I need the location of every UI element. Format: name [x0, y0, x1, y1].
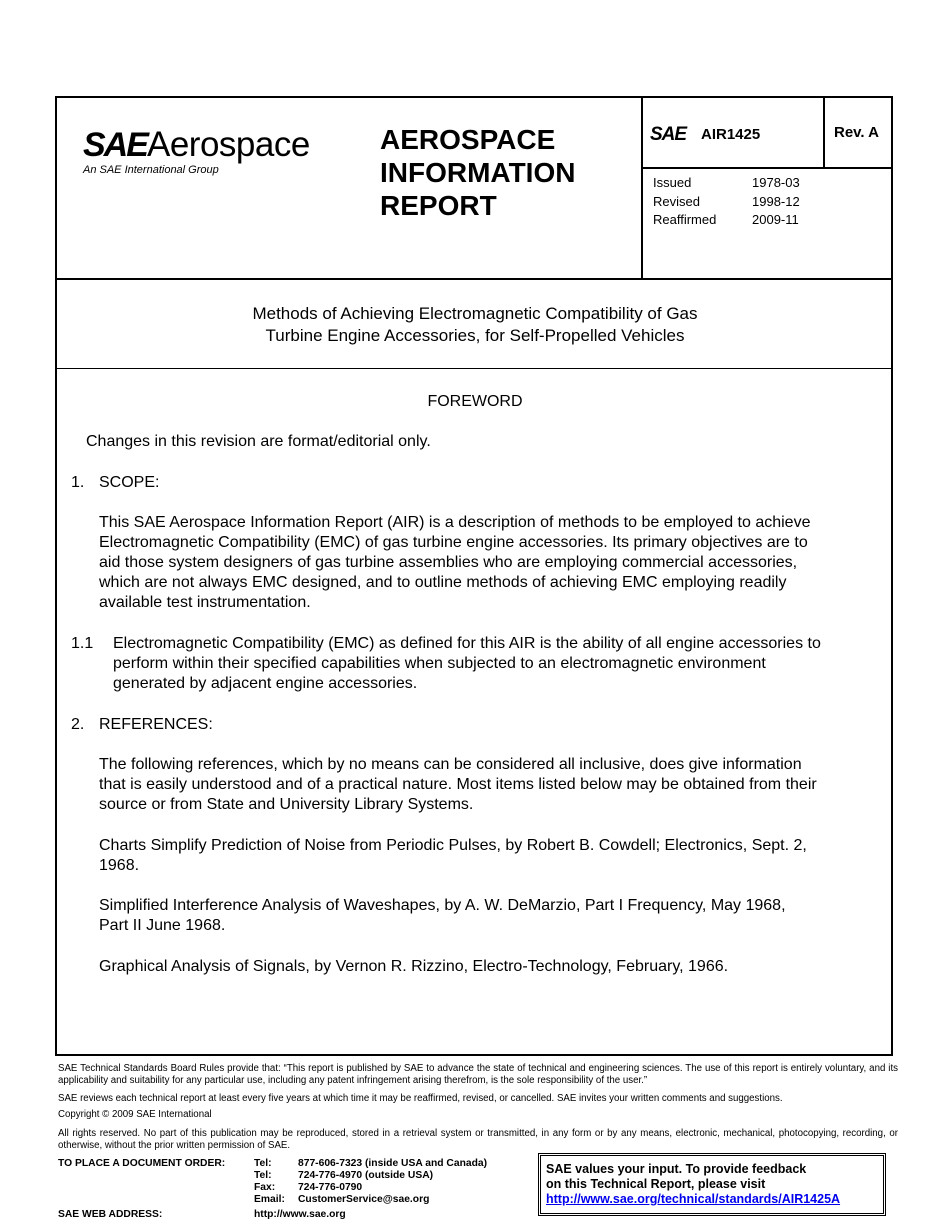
paragraph-line: which are not always EMC designed, and to outline methods of achieving EMC employing readily: [99, 574, 787, 591]
emc-definition-paragraph: [113, 634, 873, 694]
copyright-notice: Copyright © 2009 SAE International: [58, 1109, 212, 1120]
sae-aerospace-logo: [83, 126, 328, 186]
tsb-rules-notice: SAE Technical Standards Board Rules provide that: “This report is published by SAE to advance the state of technical and engineering sciences. The use of this report is entirely voluntary, and its applicability and suitability for any particular use, including any patent infringement arising therefrom, is the sole responsibility of the user.”: [58, 1063, 898, 1086]
contact-value: 724-776-4970 (outside USA): [298, 1170, 434, 1181]
contact-list: [254, 1158, 487, 1221]
contact-key: Fax:: [254, 1182, 276, 1193]
paragraph-line: The following references, which by no means can be considered all inclusive, does give information: [99, 756, 802, 773]
review-notice: SAE reviews each technical report at least every five years at which time it may be reaffirmed, revised, or cancelled. SAE invites your written comments and suggestions.: [58, 1093, 783, 1104]
logo-aerospace-wordmark: Aerospace: [147, 125, 310, 164]
reference-item: [99, 836, 874, 876]
foreword-text: Changes in this revision are format/editorial only.: [86, 433, 431, 450]
contact-value: 877-606-7323 (inside USA and Canada): [298, 1158, 488, 1169]
paragraph-line: Charts Simplify Prediction of Noise from Periodic Pulses, by Robert B. Cowdell; Electronics, Sept. 2,: [99, 837, 807, 854]
paragraph-line: Electromagnetic Compatibility (EMC) of gas turbine engine accessories. Its primary objectives are to: [99, 534, 808, 551]
section-number: 2.: [71, 716, 85, 733]
date-history: [653, 174, 800, 230]
contact-value: 724-776-0790: [298, 1182, 363, 1193]
sae-small-logo: SAE: [650, 124, 687, 145]
date-value: 2009-11: [752, 212, 799, 227]
date-label: Issued: [653, 175, 692, 190]
title-bottom-rule: [56, 368, 893, 369]
document-number: AIR1425: [701, 126, 761, 143]
feedback-content: [546, 1162, 840, 1207]
header-bottom-rule: [56, 278, 893, 280]
rev-divider-vertical: [823, 97, 825, 168]
reference-item: [99, 896, 874, 936]
report-type-line: INFORMATION: [380, 157, 576, 188]
paragraph-line: aid those system designers of gas turbine assemblies who are employing commercial accessories,: [99, 554, 798, 571]
date-label: Reaffirmed: [653, 212, 717, 227]
contact-row: [254, 1170, 487, 1182]
section-number: 1.1: [71, 635, 94, 652]
contact-row: [254, 1182, 487, 1194]
paragraph-line: Part II June 1968.: [99, 917, 226, 934]
date-row-issued: [653, 174, 800, 193]
feedback-line: on this Technical Report, please visit: [546, 1177, 766, 1191]
contact-key: Tel:: [254, 1170, 272, 1181]
contact-row: [254, 1158, 487, 1170]
feedback-box: [538, 1153, 886, 1216]
rev-divider-horizontal: [642, 167, 893, 169]
report-type-line: AEROSPACE: [380, 124, 556, 155]
title-line: Methods of Achieving Electromagnetic Compatibility of Gas: [252, 304, 698, 323]
foreword-heading: FOREWORD: [427, 393, 523, 410]
references-intro-paragraph: [99, 755, 874, 815]
section-number: 1.: [71, 474, 85, 491]
date-label: Revised: [653, 193, 700, 209]
web-address-label: SAE WEB ADDRESS:: [58, 1209, 163, 1220]
revision-label: Rev. A: [834, 124, 880, 141]
logo-subtitle: An SAE International Group: [83, 164, 219, 176]
paragraph-line: available test instrumentation.: [99, 594, 311, 611]
date-value: 1998-12: [752, 193, 800, 209]
contact-key: Tel:: [254, 1158, 272, 1169]
date-value: 1978-03: [752, 175, 800, 190]
order-label: TO PLACE A DOCUMENT ORDER:: [58, 1158, 226, 1169]
logo-sae-mark: SAE: [83, 126, 147, 164]
scope-heading: SCOPE:: [99, 474, 160, 491]
paragraph-line: source or from State and University Library Systems.: [99, 796, 474, 813]
document-title: [58, 303, 892, 347]
header-divider-vertical: [641, 97, 643, 279]
date-row-reaffirmed: [653, 211, 800, 230]
report-type-line: REPORT: [380, 190, 497, 221]
contact-email-link[interactable]: CustomerService@sae.org: [298, 1194, 430, 1205]
paragraph-line: Simplified Interference Analysis of Waveshapes, by A. W. DeMarzio, Part I Frequency, May 1968,: [99, 897, 786, 914]
paragraph-line: that is easily understood and of a practical nature. Most items listed below may be obtained from their: [99, 776, 817, 793]
date-row-revised: [653, 193, 800, 212]
scope-paragraph: [99, 513, 874, 613]
paragraph-line: 1968.: [99, 857, 140, 874]
reference-item: Graphical Analysis of Signals, by Vernon R. Rizzino, Electro-Technology, February, 1966.: [99, 958, 729, 975]
contact-key: Email:: [254, 1194, 285, 1205]
feedback-url-link[interactable]: http://www.sae.org/technical/standards/AIR1425A: [546, 1192, 841, 1206]
paragraph-line: generated by adjacent engine accessories.: [113, 675, 418, 692]
title-line: Turbine Engine Accessories, for Self-Propelled Vehicles: [265, 326, 685, 345]
contact-row: [254, 1194, 487, 1206]
feedback-line: SAE values your input. To provide feedback: [546, 1162, 807, 1176]
web-address-link[interactable]: http://www.sae.org: [254, 1209, 346, 1220]
references-heading: REFERENCES:: [99, 716, 213, 733]
paragraph-line: This SAE Aerospace Information Report (AIR) is a description of methods to be employed to achieve: [99, 514, 811, 531]
contact-row: [254, 1209, 487, 1221]
report-type-title: [380, 123, 630, 222]
paragraph-line: perform within their specified capabilities when subjected to an electromagnetic environment: [113, 655, 766, 672]
paragraph-line: Electromagnetic Compatibility (EMC) as defined for this AIR is the ability of all engine accessories to: [113, 635, 821, 652]
rights-notice: All rights reserved. No part of this publication may be reproduced, stored in a retrieval system or transmitted, in any form or by any means, electronic, mechanical, photocopying, recording, or otherwise, without the prior written permission of SAE.: [58, 1128, 898, 1151]
